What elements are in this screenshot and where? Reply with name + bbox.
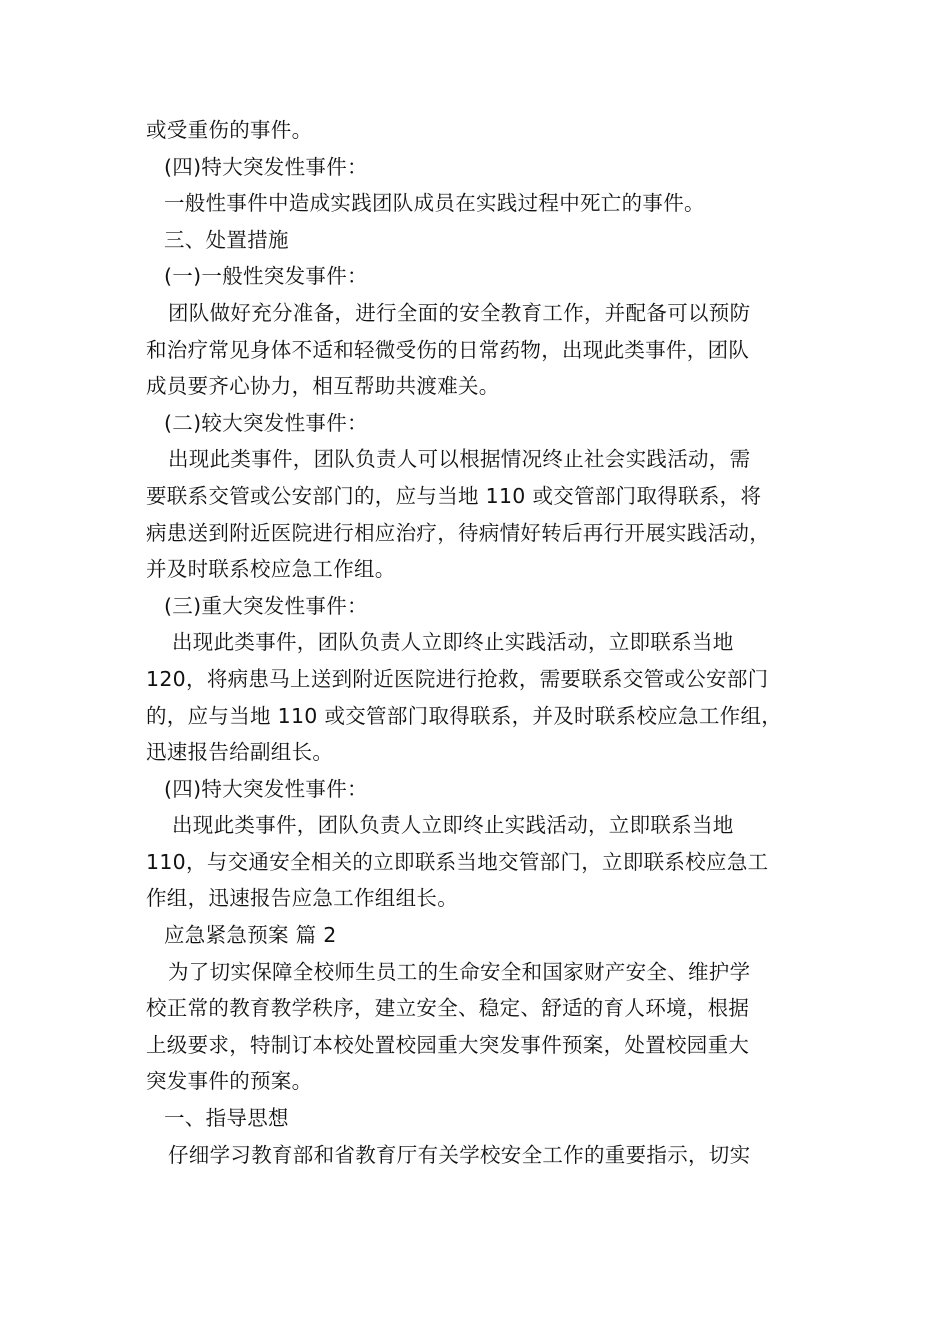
text-line: 110，与交通安全相关的立即联系当地交管部门，立即联系校应急工: [146, 849, 769, 874]
text-line: 迅速报告给副组长。: [146, 740, 334, 765]
text-line: 出现此类事件，团队负责人可以根据情况终止社会实践活动，需: [168, 447, 751, 472]
text-line: 上级要求，特制订本校处置校园重大突发事件预案，处置校园重大: [146, 1032, 750, 1057]
text-line: 团队做好充分准备，进行全面的安全教育工作，并配备可以预防: [168, 300, 751, 325]
text-line: 出现此类事件，团队负责人立即终止实践活动，立即联系当地: [172, 813, 734, 838]
subsection-heading: (一)一般性突发事件：: [164, 264, 368, 289]
subsection-heading: (四)特大突发性事件：: [164, 776, 368, 801]
document-body: [146, 112, 810, 1173]
text-line: 一般性事件中造成实践团队成员在实践过程中死亡的事件。: [164, 191, 705, 216]
text-line: 和治疗常见身体不适和轻微受伤的日常药物，出现此类事件，团队: [146, 337, 750, 362]
text-line: 突发事件的预案。: [146, 1069, 313, 1094]
text-line: 仔细学习教育部和省教育厅有关学校安全工作的重要指示，切实: [168, 1142, 751, 1167]
article-heading: 应急紧急预案 篇 2: [164, 923, 337, 948]
text-line: 或受重伤的事件。: [146, 118, 313, 142]
text-line: 为了切实保障全校师生员工的生命安全和国家财产安全、维护学: [168, 959, 751, 984]
subsection-heading: (四)特大突发性事件：: [164, 154, 368, 179]
text-line: 作组，迅速报告应急工作组组长。: [146, 886, 458, 911]
text-line: 的，应与当地 110 或交管部门取得联系，并及时联系校应急工作组，: [146, 703, 783, 728]
section-heading: 一、指导思想: [164, 1106, 289, 1131]
text-line: 120，将病患马上送到附近医院进行抢救，需要联系交管或公安部门: [146, 666, 769, 691]
section-heading: 三、处置措施: [164, 227, 289, 252]
subsection-heading: (二)较大突发性事件：: [164, 410, 368, 435]
text-line: 要联系交管或公安部门的，应与当地 110 或交管部门取得联系，将: [146, 483, 762, 508]
text-line: 病患送到附近医院进行相应治疗，待病情好转后再行开展实践活动，: [146, 520, 770, 545]
text-line: 并及时联系校应急工作组。: [146, 557, 396, 582]
text-line: 成员要齐心协力，相互帮助共渡难关。: [146, 374, 500, 399]
subsection-heading: (三)重大突发性事件：: [164, 593, 368, 618]
text-line: 出现此类事件，团队负责人立即终止实践活动，立即联系当地: [172, 630, 734, 655]
text-line: 校正常的教育教学秩序，建立安全、稳定、舒适的育人环境，根据: [146, 996, 750, 1021]
